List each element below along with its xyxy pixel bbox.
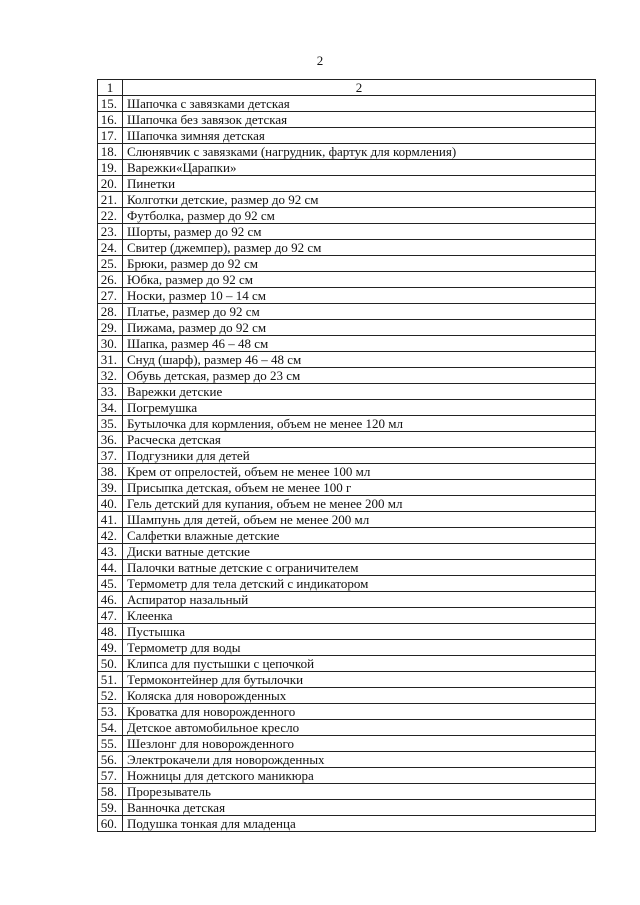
row-name-cell: Юбка, размер до 92 см — [123, 272, 596, 288]
table-row — [98, 816, 596, 832]
table-row — [98, 224, 596, 240]
row-name-cell: Слюнявчик с завязками (нагрудник, фартук для кормления) — [123, 144, 596, 160]
row-number-cell: 19. — [98, 160, 123, 176]
table-row — [98, 672, 596, 688]
table-row — [98, 752, 596, 768]
row-number-cell: 18. — [98, 144, 123, 160]
row-name-cell: Присыпка детская, объем не менее 100 г — [123, 480, 596, 496]
row-number-cell: 30. — [98, 336, 123, 352]
row-name-cell: Шапка, размер 46 – 48 см — [123, 336, 596, 352]
row-name-cell: Подгузники для детей — [123, 448, 596, 464]
row-name-cell: Электрокачели для новорожденных — [123, 752, 596, 768]
row-number-cell: 38. — [98, 464, 123, 480]
table-row — [98, 576, 596, 592]
row-number-cell: 29. — [98, 320, 123, 336]
table-row — [98, 320, 596, 336]
table-row — [98, 784, 596, 800]
row-number-cell: 17. — [98, 128, 123, 144]
row-number-cell: 31. — [98, 352, 123, 368]
row-name-cell: Прорезыватель — [123, 784, 596, 800]
table-row — [98, 400, 596, 416]
table-row — [98, 128, 596, 144]
table-row — [98, 624, 596, 640]
row-number-cell: 44. — [98, 560, 123, 576]
row-name-cell: Пинетки — [123, 176, 596, 192]
table-row — [98, 432, 596, 448]
row-number-cell: 60. — [98, 816, 123, 832]
table-row — [98, 528, 596, 544]
row-number-cell: 47. — [98, 608, 123, 624]
row-number-cell: 26. — [98, 272, 123, 288]
table-header-row — [98, 80, 596, 96]
row-number-cell: 37. — [98, 448, 123, 464]
table-row — [98, 768, 596, 784]
row-number-cell: 21. — [98, 192, 123, 208]
row-name-cell: Палочки ватные детские с ограничителем — [123, 560, 596, 576]
row-number-cell: 36. — [98, 432, 123, 448]
row-name-cell: Кроватка для новорожденного — [123, 704, 596, 720]
row-name-cell: Обувь детская, размер до 23 см — [123, 368, 596, 384]
row-number-cell: 56. — [98, 752, 123, 768]
row-name-cell: Варежки«Царапки» — [123, 160, 596, 176]
table-row — [98, 592, 596, 608]
row-name-cell: Шампунь для детей, объем не менее 200 мл — [123, 512, 596, 528]
row-number-cell: 39. — [98, 480, 123, 496]
table-row — [98, 288, 596, 304]
row-number-cell: 35. — [98, 416, 123, 432]
row-number-cell: 58. — [98, 784, 123, 800]
row-number-cell: 28. — [98, 304, 123, 320]
table-row — [98, 256, 596, 272]
row-number-cell: 42. — [98, 528, 123, 544]
row-number-cell: 57. — [98, 768, 123, 784]
row-name-cell: Ножницы для детского маникюра — [123, 768, 596, 784]
items-table-body — [98, 80, 596, 832]
row-number-cell: 50. — [98, 656, 123, 672]
table-row — [98, 544, 596, 560]
table-row — [98, 208, 596, 224]
row-number-cell: 20. — [98, 176, 123, 192]
table-row — [98, 480, 596, 496]
table-row — [98, 464, 596, 480]
row-name-cell: Бутылочка для кормления, объем не менее 120 мл — [123, 416, 596, 432]
table-row — [98, 192, 596, 208]
row-name-cell: Термоконтейнер для бутылочки — [123, 672, 596, 688]
table-row — [98, 496, 596, 512]
row-number-cell: 55. — [98, 736, 123, 752]
row-number-cell: 23. — [98, 224, 123, 240]
table-row — [98, 176, 596, 192]
row-name-cell: Аспиратор назальный — [123, 592, 596, 608]
table-row — [98, 560, 596, 576]
row-name-cell: Крем от опрелостей, объем не менее 100 мл — [123, 464, 596, 480]
row-number-cell: 24. — [98, 240, 123, 256]
row-number-cell: 49. — [98, 640, 123, 656]
row-number-cell: 53. — [98, 704, 123, 720]
row-name-cell: Футболка, размер до 92 см — [123, 208, 596, 224]
row-name-cell: Клеенка — [123, 608, 596, 624]
row-name-cell: Погремушка — [123, 400, 596, 416]
table-row — [98, 704, 596, 720]
row-name-cell: Шапочка без завязок детская — [123, 112, 596, 128]
row-name-cell: Колготки детские, размер до 92 см — [123, 192, 596, 208]
row-number-cell: 51. — [98, 672, 123, 688]
row-number-cell: 40. — [98, 496, 123, 512]
row-number-cell: 25. — [98, 256, 123, 272]
items-table — [97, 79, 596, 832]
table-row — [98, 688, 596, 704]
table-row — [98, 336, 596, 352]
row-name-cell: Ванночка детская — [123, 800, 596, 816]
row-number-cell: 34. — [98, 400, 123, 416]
row-name-cell: Платье, размер до 92 см — [123, 304, 596, 320]
row-name-cell: Диски ватные детские — [123, 544, 596, 560]
row-number-cell: 32. — [98, 368, 123, 384]
row-name-cell: Брюки, размер до 92 см — [123, 256, 596, 272]
row-name-cell: Пустышка — [123, 624, 596, 640]
row-name-cell: Салфетки влажные детские — [123, 528, 596, 544]
table-row — [98, 720, 596, 736]
table-row — [98, 144, 596, 160]
row-name-cell: Варежки детские — [123, 384, 596, 400]
row-number-cell: 59. — [98, 800, 123, 816]
table-row — [98, 112, 596, 128]
table-row — [98, 96, 596, 112]
table-row — [98, 416, 596, 432]
table-row — [98, 640, 596, 656]
row-number-cell: 43. — [98, 544, 123, 560]
row-number-cell: 33. — [98, 384, 123, 400]
row-name-cell: Носки, размер 10 – 14 см — [123, 288, 596, 304]
row-name-cell: Термометр для воды — [123, 640, 596, 656]
row-name-cell: Шапочка с завязками детская — [123, 96, 596, 112]
row-number-cell: 27. — [98, 288, 123, 304]
row-number-cell: 15. — [98, 96, 123, 112]
row-name-cell: Шезлонг для новорожденного — [123, 736, 596, 752]
table-row — [98, 736, 596, 752]
row-name-cell: Шорты, размер до 92 см — [123, 224, 596, 240]
table-row — [98, 272, 596, 288]
row-number-cell: 52. — [98, 688, 123, 704]
row-number-cell: 48. — [98, 624, 123, 640]
row-name-cell: Пижама, размер до 92 см — [123, 320, 596, 336]
row-number-cell: 54. — [98, 720, 123, 736]
table-row — [98, 368, 596, 384]
row-name-cell: Детское автомобильное кресло — [123, 720, 596, 736]
row-name-cell: Подушка тонкая для младенца — [123, 816, 596, 832]
table-row — [98, 352, 596, 368]
row-name-cell: Шапочка зимняя детская — [123, 128, 596, 144]
row-number-cell: 16. — [98, 112, 123, 128]
table-row — [98, 608, 596, 624]
row-name-cell: Термометр для тела детский с индикатором — [123, 576, 596, 592]
table-row — [98, 304, 596, 320]
row-name-cell: Снуд (шарф), размер 46 – 48 см — [123, 352, 596, 368]
row-number-cell: 41. — [98, 512, 123, 528]
row-name-cell: Гель детский для купания, объем не менее 200 мл — [123, 496, 596, 512]
row-name-cell: Коляска для новорожденных — [123, 688, 596, 704]
header-cell-name: 2 — [123, 80, 596, 96]
header-cell-number: 1 — [98, 80, 123, 96]
row-name-cell: Клипса для пустышки с цепочкой — [123, 656, 596, 672]
page-number: 2 — [316, 53, 324, 68]
row-name-cell: Свитер (джемпер), размер до 92 см — [123, 240, 596, 256]
table-row — [98, 448, 596, 464]
row-number-cell: 45. — [98, 576, 123, 592]
table-row — [98, 656, 596, 672]
row-number-cell: 22. — [98, 208, 123, 224]
table-row — [98, 240, 596, 256]
table-row — [98, 384, 596, 400]
row-name-cell: Расческа детская — [123, 432, 596, 448]
table-row — [98, 160, 596, 176]
table-row — [98, 512, 596, 528]
row-number-cell: 46. — [98, 592, 123, 608]
table-row — [98, 800, 596, 816]
